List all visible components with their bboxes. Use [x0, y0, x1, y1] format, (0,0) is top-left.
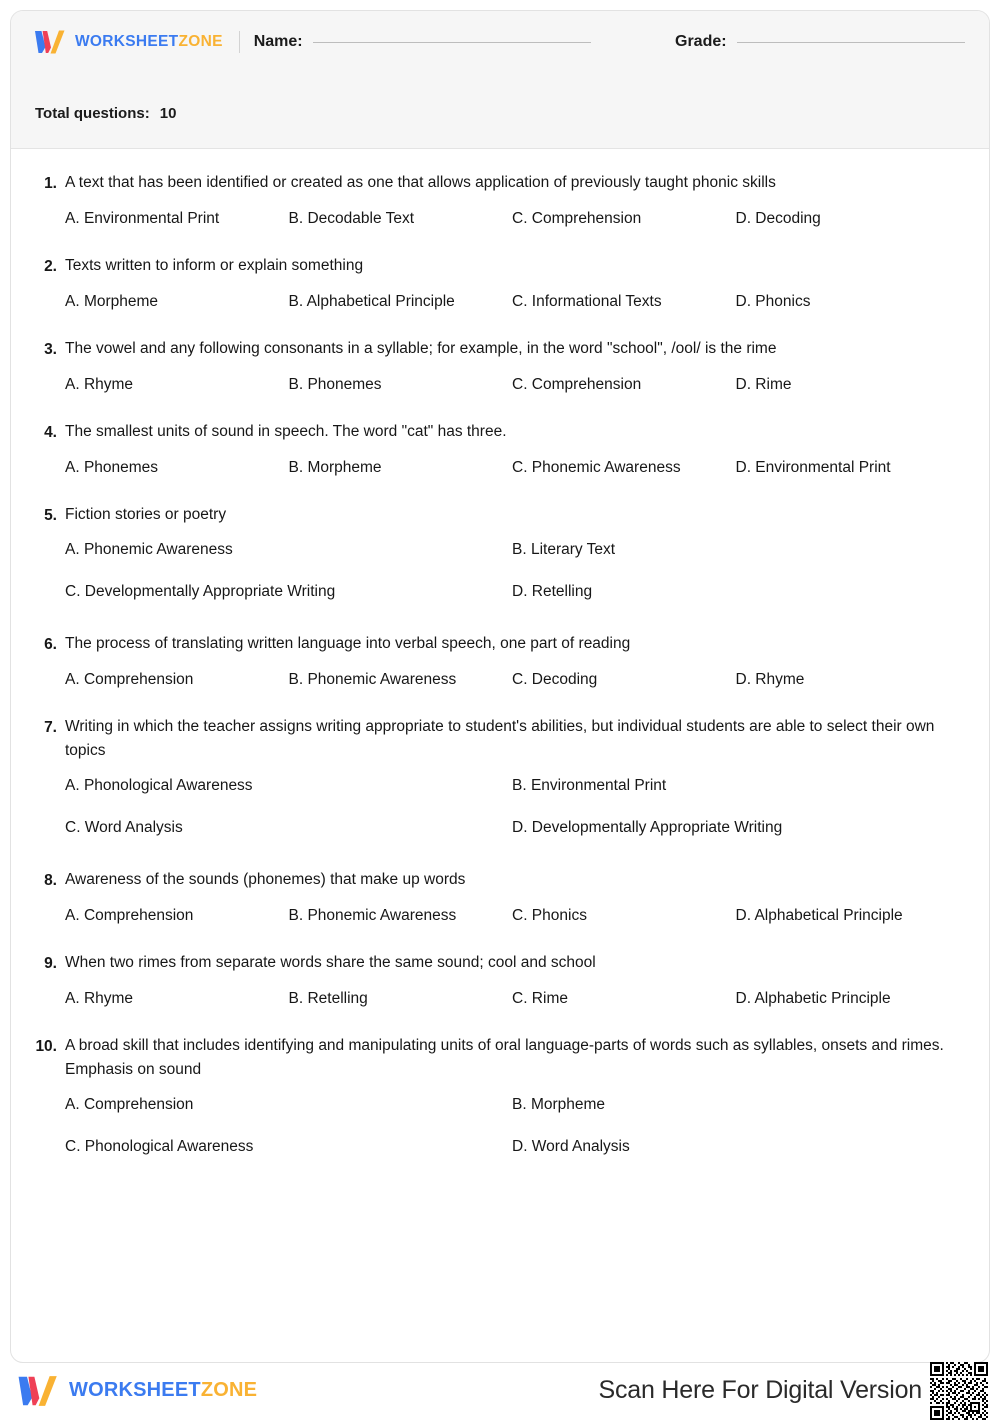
worksheet-page: [10, 10, 990, 1363]
answer-option[interactable]: B. Morpheme: [512, 1096, 606, 1114]
answer-option[interactable]: A. Phonological Awareness: [65, 777, 253, 795]
answer-option[interactable]: B. Decodable Text: [288, 210, 415, 228]
question-number: 10.: [35, 1038, 57, 1056]
total-questions-value: 10: [159, 105, 177, 122]
brand-word-worksheet: WORKSHEET: [75, 33, 179, 50]
answer-option[interactable]: A. Phonemic Awareness: [65, 541, 233, 559]
question-number: 4.: [44, 424, 57, 442]
worksheet-footer: [0, 1367, 1000, 1414]
question-item: [33, 420, 959, 486]
question-item: [33, 632, 959, 698]
brand-logo[interactable]: [33, 29, 223, 55]
answer-option[interactable]: D. Rhyme: [735, 671, 805, 689]
answer-option[interactable]: D. Retelling: [512, 583, 593, 601]
questions-list: [11, 149, 989, 1170]
question-options: [65, 531, 959, 615]
question-body: [65, 715, 959, 851]
question-item: [33, 868, 959, 934]
grade-label: Grade:: [675, 33, 727, 50]
grade-writing-line[interactable]: [737, 42, 965, 43]
question-number: 6.: [44, 636, 57, 654]
answer-option[interactable]: C. Informational Texts: [512, 293, 662, 311]
brand-wordmark: [75, 33, 223, 51]
answer-option[interactable]: A. Rhyme: [65, 376, 134, 394]
question-text: When two rimes from separate words share the same sound; cool and school: [65, 954, 596, 972]
answer-option[interactable]: C. Comprehension: [512, 376, 642, 394]
question-options: [65, 981, 959, 1017]
question-text: Awareness of the sounds (phonemes) that make up words: [65, 871, 466, 889]
question-item: [33, 254, 959, 320]
question-text: Texts written to inform or explain something: [65, 257, 364, 275]
question-body: [65, 254, 959, 320]
question-body: [65, 420, 959, 486]
question-options: [65, 767, 959, 851]
question-options: [65, 367, 959, 403]
question-options: [65, 662, 959, 698]
question-body: [65, 337, 959, 403]
footer-brand-word-zone: ZONE: [200, 1379, 258, 1401]
answer-option[interactable]: A. Comprehension: [65, 1096, 194, 1114]
question-number: 2.: [44, 258, 57, 276]
answer-option[interactable]: D. Developmentally Appropriate Writing: [512, 819, 783, 837]
answer-option[interactable]: A. Comprehension: [65, 907, 194, 925]
answer-option[interactable]: B. Phonemic Awareness: [288, 671, 457, 689]
answer-option[interactable]: B. Literary Text: [512, 541, 616, 559]
question-body: [65, 868, 959, 934]
answer-option[interactable]: B. Alphabetical Principle: [288, 293, 455, 311]
total-questions-label: Total questions:: [35, 105, 150, 122]
question-body: [65, 1034, 959, 1170]
answer-option[interactable]: D. Decoding: [735, 210, 821, 228]
question-item: [33, 715, 959, 851]
question-number: 8.: [44, 872, 57, 890]
worksheetzone-w-logo-icon: [33, 29, 67, 55]
total-questions: [35, 105, 176, 122]
answer-option[interactable]: D. Environmental Print: [735, 459, 891, 477]
name-label: Name:: [253, 33, 303, 50]
question-body: [65, 171, 959, 237]
answer-option[interactable]: D. Alphabetic Principle: [735, 990, 891, 1008]
name-field[interactable]: [254, 33, 591, 51]
header-divider: [239, 31, 240, 53]
worksheet-header: [11, 11, 989, 149]
answer-option[interactable]: C. Developmentally Appropriate Writing: [65, 583, 336, 601]
answer-option[interactable]: C. Phonological Awareness: [65, 1138, 254, 1156]
answer-option[interactable]: D. Word Analysis: [512, 1138, 630, 1156]
question-body: [65, 503, 959, 615]
answer-option[interactable]: C. Rime: [512, 990, 568, 1008]
answer-option[interactable]: B. Environmental Print: [512, 777, 667, 795]
grade-field[interactable]: [675, 33, 965, 51]
answer-option[interactable]: D. Rime: [735, 376, 792, 394]
question-text: A text that has been identified or created as one that allows application of previously taught phonic skills: [65, 174, 776, 191]
answer-option[interactable]: D. Phonics: [735, 293, 811, 311]
question-text: Writing in which the teacher assigns writing appropriate to student's abilities, but individual students are able to select their own topics: [65, 718, 935, 760]
answer-option[interactable]: A. Comprehension: [65, 671, 194, 689]
answer-option[interactable]: A. Morpheme: [65, 293, 159, 311]
answer-option[interactable]: B. Phonemes: [288, 376, 382, 394]
question-body: [65, 632, 959, 698]
footer-brand-word-worksheet: WORKSHEET: [69, 1379, 201, 1401]
question-item: [33, 951, 959, 1017]
question-body: [65, 951, 959, 1017]
question-item: [33, 337, 959, 403]
question-item: [33, 171, 959, 237]
header-top-row: [11, 11, 989, 73]
question-text: The process of translating written language into verbal speech, one part of reading: [65, 635, 631, 653]
question-text: The vowel and any following consonants in a syllable; for example, in the word "school", /ool/ is the rime: [65, 340, 777, 358]
question-item: [33, 503, 959, 615]
answer-option[interactable]: D. Alphabetical Principle: [735, 907, 903, 925]
question-options: [65, 284, 959, 320]
question-number: 7.: [44, 719, 57, 737]
question-number: 9.: [44, 955, 57, 973]
question-options: [65, 201, 959, 237]
answer-option[interactable]: A. Rhyme: [65, 990, 134, 1008]
footer-worksheetzone-w-logo-icon: [16, 1374, 60, 1408]
qr-code-icon[interactable]: [930, 1362, 988, 1420]
question-text: The smallest units of sound in speech. The word "cat" has three.: [65, 423, 507, 441]
answer-option[interactable]: A. Phonemes: [65, 459, 159, 477]
answer-option[interactable]: C. Comprehension: [512, 210, 642, 228]
answer-option[interactable]: B. Morpheme: [288, 459, 382, 477]
answer-option[interactable]: C. Decoding: [512, 671, 598, 689]
answer-option[interactable]: C. Phonemic Awareness: [512, 459, 681, 477]
question-number: 1.: [44, 175, 57, 192]
brand-word-zone: ZONE: [178, 33, 223, 50]
question-number: 3.: [44, 341, 57, 359]
footer-brand-logo[interactable]: [16, 1374, 257, 1408]
name-writing-line[interactable]: [313, 42, 591, 43]
question-item: [33, 1034, 959, 1170]
answer-option[interactable]: B. Phonemic Awareness: [288, 907, 457, 925]
question-text: A broad skill that includes identifying and manipulating units of oral language-parts of words such as syllables, onsets and rimes. Emphasis on sound: [65, 1037, 944, 1079]
question-options: [65, 898, 959, 934]
question-number: 5.: [44, 507, 57, 525]
question-options: [65, 1086, 959, 1170]
question-options: [65, 450, 959, 486]
answer-option[interactable]: B. Retelling: [288, 990, 368, 1008]
scan-here-text: Scan Here For Digital Version: [598, 1376, 922, 1404]
answer-option[interactable]: A. Environmental Print: [65, 210, 220, 228]
answer-option[interactable]: C. Phonics: [512, 907, 587, 925]
header-meta: [11, 105, 200, 122]
footer-brand-wordmark: [69, 1379, 257, 1402]
question-text: Fiction stories or poetry: [65, 506, 227, 524]
answer-option[interactable]: C. Word Analysis: [65, 819, 183, 837]
